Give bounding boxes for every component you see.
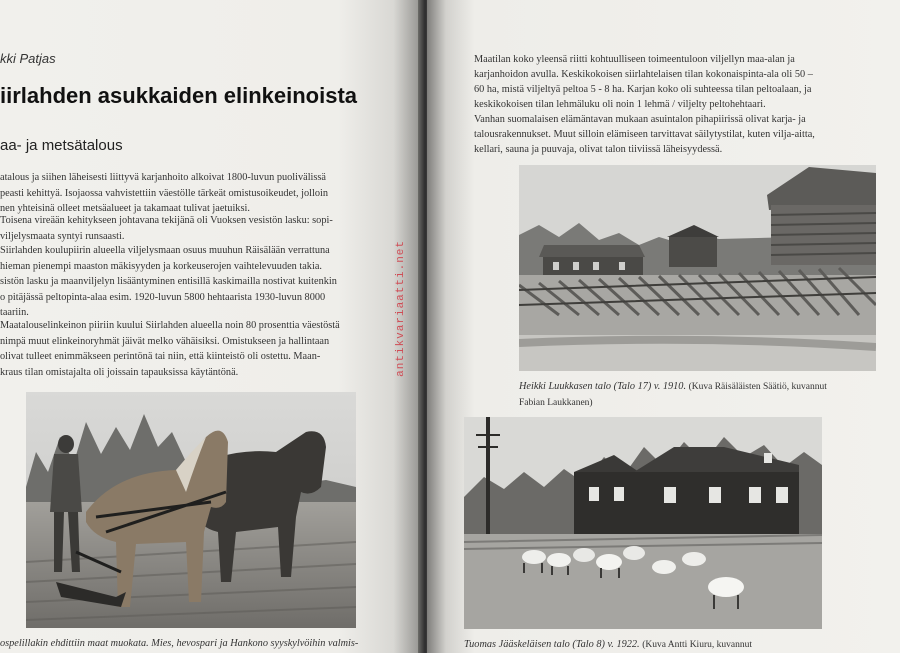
text-line: nimpä muut elinkeinoryhmät jäivät melko vähäisiksi. Omistukseen ja hallintaan [0,335,330,347]
paragraph-4 [0,318,405,380]
caption-1-credit-a: (Kuva Räisäläisten Säätiö, kuvannut [688,382,827,392]
paragraph-5 [474,52,884,112]
text-line: Toisena vireään kehitykseen johtavana tekijänä oli Vuoksen vesistön lasku: sopi- [0,215,333,226]
house-sheep-photo-graphic [464,417,822,629]
author-name: kki Patjas [0,51,56,66]
caption-1-credit-b: Fabian Laukkanen) [519,398,593,408]
text-line: Siirlahden koulupiirin alueella viljelysmaan osuus muuhun Räisälään verrattuna [0,245,330,256]
farmhouse-photo-graphic [519,165,876,371]
text-line: keskikokoisen tilan lehmäluku oli noin 1 lehmä / viljelty peltohehtaari. [474,99,766,110]
caption-1-text: Heikki Luukkasen talo (Talo 17) v. 1910. [519,381,687,392]
text-line: atalous ja siihen läheisesti liittyvä karjanhoito alkoivat 1800-luvun puolivälissä [0,172,327,183]
text-line: Maatalouselinkeinon piiriin kuului Siirlahden alueella noin 80 prosenttia väestöstä [0,320,340,331]
text-line: kraus tilan omistajalta oli joissain tapauksissa käytäntönä. [0,366,239,378]
article-title: iirlahden asukkaiden elinkeinoista [0,83,358,108]
text-line: Vanhan suomalaisen elämäntavan mukaan asuintalon pihapiirissä olivat karja- ja [474,114,806,125]
text-line: nen yhteisinä olleet metsäalueet ja takamaat tulivat jaetuiksi. [0,203,250,214]
paragraph-3 [0,243,405,321]
paragraph-2 [0,213,405,244]
text-line: o pitäjässä peltopinta-alaa esim. 1920-luvun 5800 hehtaarista 1930-luvun 8000 [0,291,326,303]
photo-caption-horses: ospelillakin ehdittiin maat muokata. Mies, hevospari ja Hankono syyskylvöihin valmis- [0,638,359,649]
photo-luukkanen-house [519,165,876,371]
photo-horses-plowing [26,392,356,628]
photo-caption-2 [464,637,752,653]
text-line: Maatilan koko yleensä riitti kohtuulliseen toimeentuloon viljellyn maa-alan ja [474,54,795,65]
photo-caption-1 [519,379,827,395]
photo-caption-1-cont [519,395,593,411]
paragraph-1 [0,170,405,217]
text-line: olivat tulleet enimmäkseen perintönä tai niin, että kiinteistö oli ostettu. Maan- [0,351,321,362]
photo-jaaskelainen-house [464,417,822,629]
text-line: talousrakennukset. Muut silloin elämiseen tarvittavat säilytystilat, kuten vilja-aitta, [474,129,815,140]
caption-2-credit: (Kuva Antti Kiuru, kuvannut [642,640,752,650]
right-page [427,0,900,653]
text-line: viljelysmaata syntyi runsaasti. [0,230,125,242]
text-line: 60 ha, mistä viljeltyä peltoa 5 - 8 ha. Karjan koko oli suhteessa tilan peltoalaan, ja [474,84,812,95]
paragraph-6 [474,112,884,157]
text-line: kellari, sauna ja puuvaja, olivat talon tiiviissä läheisyydessä. [474,144,723,155]
left-page [0,0,423,653]
text-line: sistön lasku ja maanviljelyn lisääntyminen entisillä kaskimailla nostivat kuitenkin [0,276,337,287]
text-line: karjanhoidon avulla. Keskikokoisen siirlahtelaisen tilan kokonaispinta-ala oli 50 – [474,69,813,80]
watermark-text: antikvariaatti.net [395,240,407,377]
text-line: taariin. [0,307,29,318]
text-line: peasti kehittyä. Isojaossa vahvistettiin väestölle tärkeät omistusoikeudet, jolloin [0,187,329,199]
text-line: hieman pienempi maaston mäkisyyden ja korkeuserojen vaihtelevuuden takia. [0,260,322,272]
horses-photo-graphic [26,392,356,628]
caption-2-text: Tuomas Jääskeläisen talo (Talo 8) v. 1922. [464,639,640,650]
section-heading: aa- ja metsätalous [0,137,123,154]
